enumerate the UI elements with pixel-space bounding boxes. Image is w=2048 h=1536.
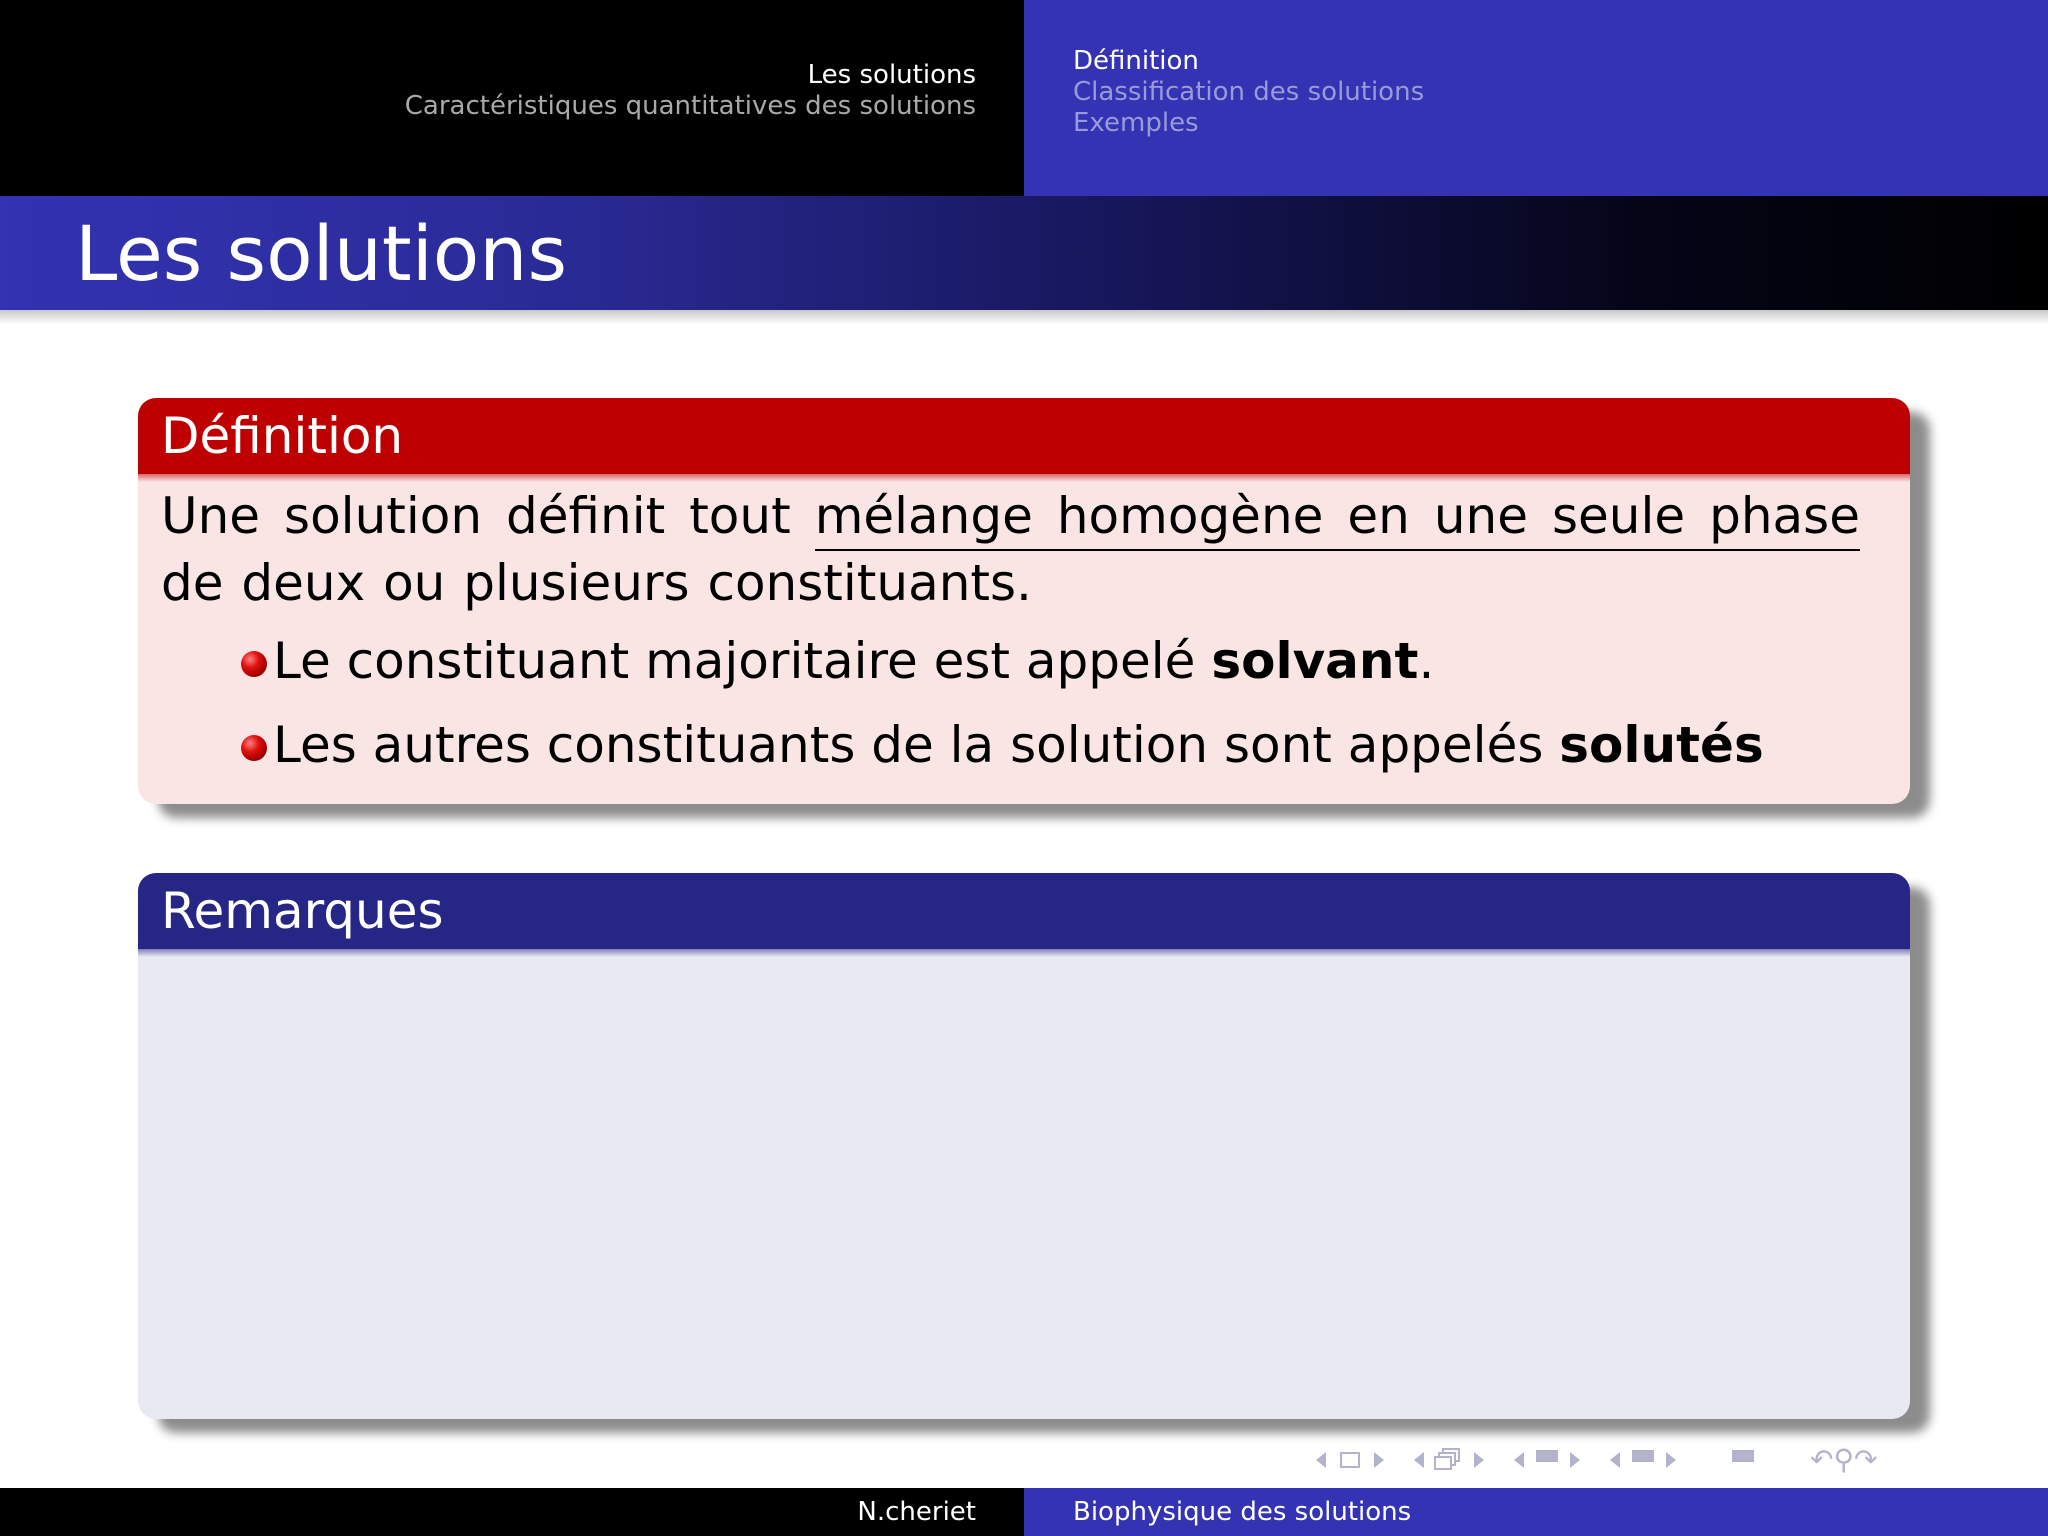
bullet-bold-term: solutés (1559, 716, 1764, 774)
subsection-prev-icon[interactable] (1414, 1452, 1424, 1468)
definition-block-title: Définition (138, 398, 1910, 474)
footer-course-title: Biophysique des solutions (1073, 1497, 1412, 1527)
subsection-next-icon[interactable] (1474, 1452, 1484, 1468)
title-bar-shadow (0, 310, 2048, 324)
subsection-link-examples[interactable]: Exemples (1073, 108, 1199, 138)
section-navigation (405, 60, 976, 122)
bullet-bold-term: solvant (1211, 632, 1419, 690)
bullet-text: Le constituant majoritaire est appelé (273, 632, 1212, 690)
header-subsections-panel (1024, 0, 2048, 196)
subsection-link-classification[interactable]: Classification des solutions (1073, 77, 1425, 107)
bullet-text: Les autres constituants de la solution sont appelés (273, 716, 1560, 774)
definition-block (138, 398, 1910, 804)
list-item (161, 629, 1860, 713)
forward-icon[interactable]: ↷ (1853, 1443, 1878, 1476)
section-link-solutions[interactable]: Les solutions (807, 60, 976, 90)
document-icon[interactable] (1632, 1450, 1654, 1470)
section-prev-icon[interactable] (1514, 1452, 1524, 1468)
search-icon[interactable]: ⚲ (1833, 1443, 1854, 1476)
subsection-icon[interactable] (1434, 1448, 1462, 1472)
header-sections-panel (0, 0, 1024, 196)
section-link-quantitative[interactable]: Caractéristiques quantitatives des solutions (404, 91, 976, 121)
section-icon[interactable] (1536, 1450, 1558, 1470)
list-item (161, 713, 1860, 797)
definition-bullet-list (161, 629, 1860, 797)
footer-author: N.cheriet (857, 1497, 976, 1527)
remarks-block-title: Remarques (138, 873, 1910, 949)
subsection-link-definition[interactable]: Définition (1073, 46, 1199, 76)
bullet-ball-icon (241, 735, 267, 761)
frame-title-bar (0, 196, 2048, 310)
bullet-ball-icon (241, 651, 267, 677)
definition-text-start: Une solution définit tout (161, 487, 815, 545)
bullet-suffix: . (1418, 632, 1435, 690)
subsection-navigation (1073, 46, 1424, 139)
definition-block-body (138, 474, 1910, 797)
footer-course-panel (1024, 1488, 2048, 1536)
navigation-symbols (1316, 1443, 1878, 1476)
frame-title: Les solutions (75, 209, 568, 298)
toc-icon[interactable] (1732, 1450, 1754, 1470)
document-next-icon[interactable] (1666, 1452, 1676, 1468)
footer-author-panel (0, 1488, 1024, 1536)
definition-underlined-phrase: mélange homogène en une seule phase (815, 487, 1860, 551)
definition-text-end: de deux ou plusieurs constituants. (161, 554, 1032, 612)
back-icon[interactable]: ↶ (1810, 1443, 1834, 1476)
section-next-icon[interactable] (1570, 1452, 1580, 1468)
remarks-block (138, 873, 1910, 1419)
definition-paragraph (161, 483, 1860, 617)
frame-icon[interactable] (1340, 1452, 1360, 1468)
frame-prev-icon[interactable] (1316, 1452, 1326, 1468)
frame-next-icon[interactable] (1374, 1452, 1384, 1468)
document-prev-icon[interactable] (1610, 1452, 1620, 1468)
